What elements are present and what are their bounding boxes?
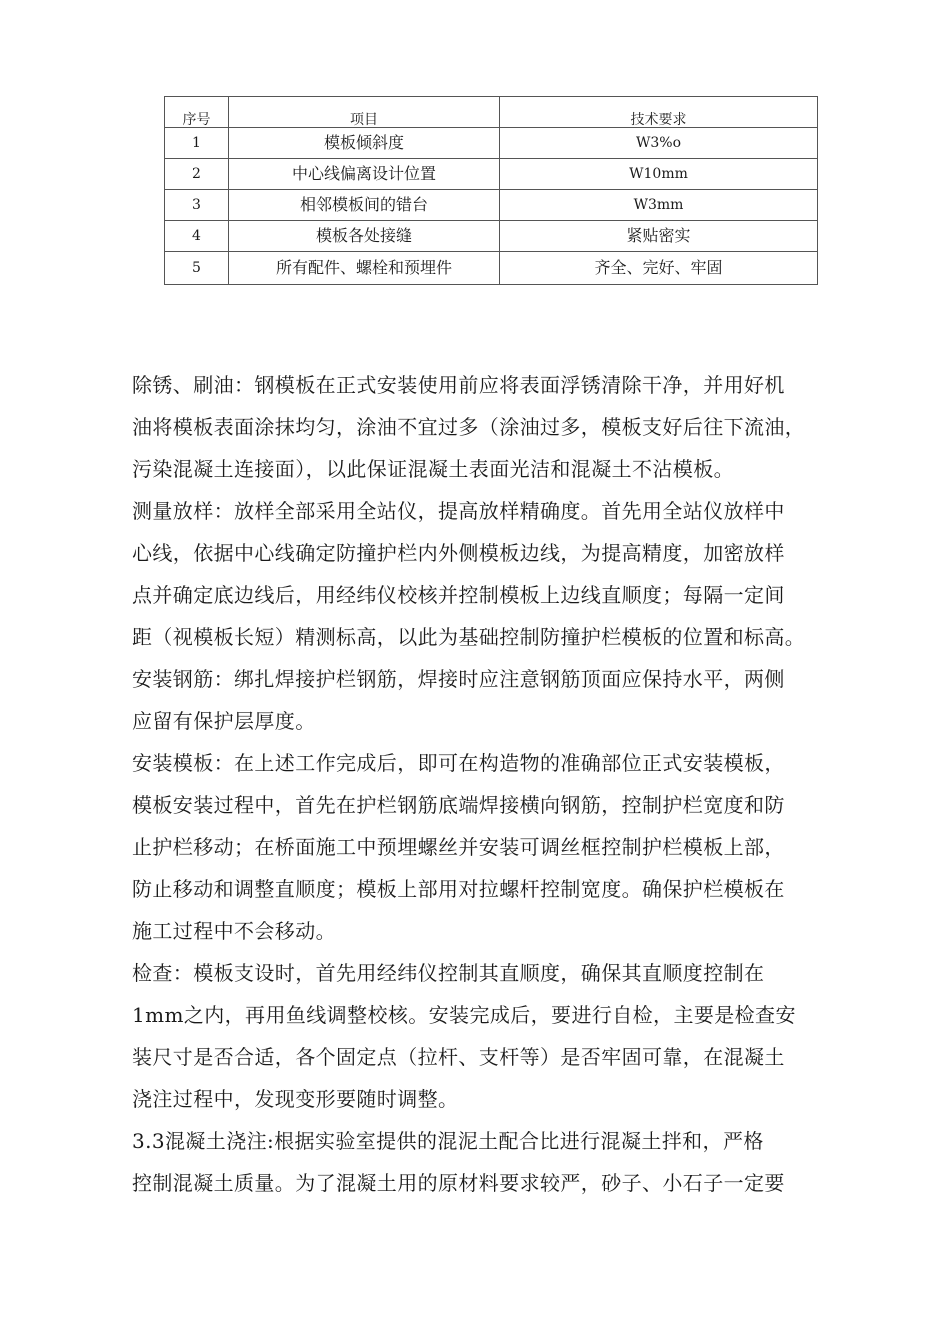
paragraph-survey-layout (132, 490, 852, 658)
document-body (132, 364, 852, 1204)
table-row (165, 252, 818, 285)
row-requirement: W10mm (500, 159, 818, 190)
text-line: 3.3混凝土浇注:根据实验室提供的混泥土配合比进行混凝土拌和，严格 (132, 1129, 764, 1153)
text-line: 模板安装过程中，首先在护栏钢筋底端焊接横向钢筋，控制护栏宽度和防 (132, 793, 785, 817)
text-line: 心线，依据中心线确定防撞护栏内外侧模板边线，为提高精度，加密放样 (132, 541, 785, 565)
text-line: 检查：模板支设时，首先用经纬仪控制其直顺度，确保其直顺度控制在 (132, 961, 765, 985)
text-line: 点并确定底边线后，用经纬仪校核并控制模板上边线直顺度；每隔一定间 (132, 583, 785, 607)
text-line: 安装钢筋：绑扎焊接护栏钢筋，焊接时应注意钢筋顶面应保持水平，两侧 (132, 667, 785, 691)
row-item: 相邻模板间的错台 (229, 190, 500, 221)
paragraph-rust-removal (132, 364, 852, 490)
paragraph-install-formwork (132, 742, 852, 952)
table-row (165, 128, 818, 159)
row-index: 1 (165, 128, 229, 159)
text-line: 防止移动和调整直顺度；模板上部用对拉螺杆控制宽度。确保护栏模板在 (132, 877, 785, 901)
header-item: 项目 (229, 97, 500, 128)
row-item: 中心线偏离设计位置 (229, 159, 500, 190)
row-index: 3 (165, 190, 229, 221)
table-row (165, 190, 818, 221)
table-header-row (165, 97, 818, 128)
row-requirement: W3%o (500, 128, 818, 159)
text-line: 装尺寸是否合适，各个固定点（拉杆、支杆等）是否牢固可靠，在混凝土 (132, 1045, 785, 1069)
text-line: 施工过程中不会移动。 (132, 919, 336, 943)
text-line: 安装模板：在上述工作完成后，即可在构造物的准确部位正式安装模板， (132, 751, 785, 775)
text-line: 测量放样：放样全部采用全站仪，提高放样精确度。首先用全站仪放样中 (132, 499, 785, 523)
table-row (165, 221, 818, 252)
row-requirement: 齐全、完好、牢固 (500, 252, 818, 285)
spec-table-container (164, 96, 818, 285)
row-index: 4 (165, 221, 229, 252)
paragraph-install-rebar (132, 658, 852, 742)
table-row (165, 159, 818, 190)
header-index: 序号 (165, 97, 229, 128)
text-line: 污染混凝土连接面），以此保证混凝土表面光洁和混凝土不沾模板。 (132, 457, 734, 481)
paragraph-concrete-pouring (132, 1120, 852, 1204)
text-line: 除锈、刷油：钢模板在正式安装使用前应将表面浮锈清除干净，并用好机 (132, 373, 785, 397)
row-item: 模板各处接缝 (229, 221, 500, 252)
text-line: 止护栏移动；在桥面施工中预埋螺丝并安装可调丝框控制护栏模板上部， (132, 835, 785, 859)
row-item: 模板倾斜度 (229, 128, 500, 159)
text-line: 距（视模板长短）精测标高，以此为基础控制防撞护栏模板的位置和标高。 (132, 625, 806, 649)
text-line: 油将模板表面涂抹均匀，涂油不宜过多（涂油过多，模板支好后往下流油， (132, 415, 806, 439)
row-requirement: W3mm (500, 190, 818, 221)
text-line: 应留有保护层厚度。 (132, 709, 316, 733)
text-line: 浇注过程中，发现变形要随时调整。 (132, 1087, 459, 1111)
row-requirement: 紧贴密实 (500, 221, 818, 252)
row-index: 5 (165, 252, 229, 285)
row-index: 2 (165, 159, 229, 190)
row-item: 所有配件、螺栓和预埋件 (229, 252, 500, 285)
text-line: 1mm之内，再用鱼线调整校核。安装完成后，要进行自检，主要是检查安 (132, 1003, 796, 1027)
header-requirement: 技术要求 (500, 97, 818, 128)
text-line: 控制混凝土质量。为了混凝土用的原材料要求较严，砂子、小石子一定要 (132, 1171, 785, 1195)
paragraph-inspection (132, 952, 852, 1120)
spec-table (164, 96, 818, 285)
